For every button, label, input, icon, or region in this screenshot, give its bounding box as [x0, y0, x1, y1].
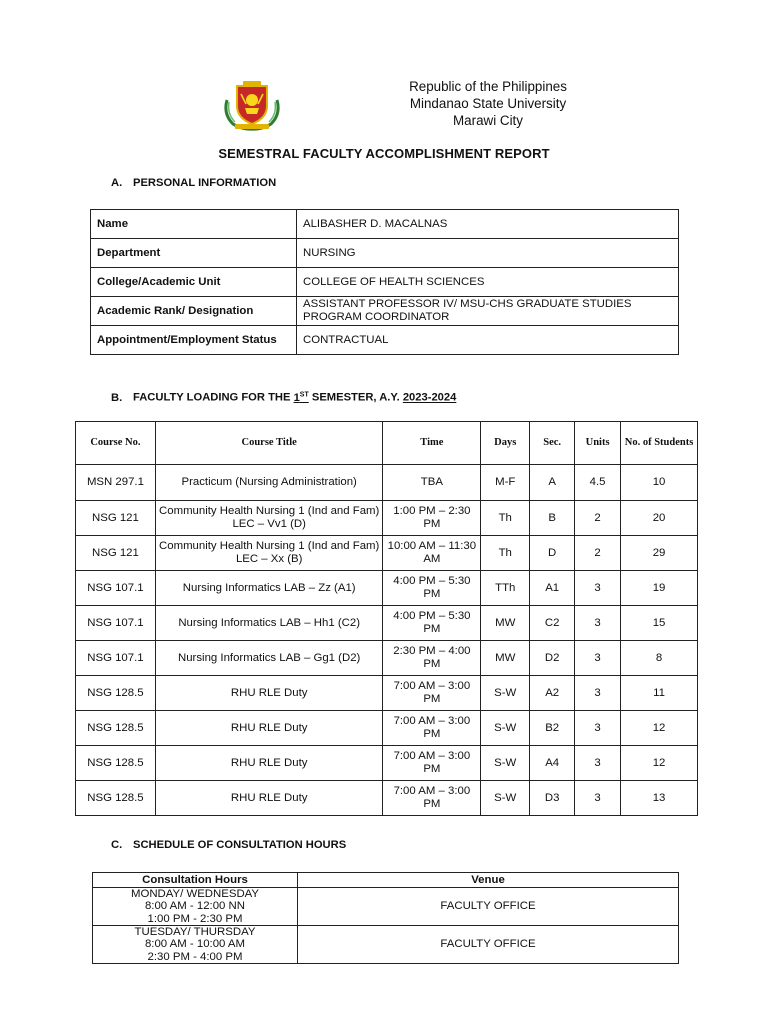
- cell-time: 7:00 AM – 3:00 PM: [383, 711, 481, 746]
- section-b-heading: [111, 391, 456, 404]
- cell-days: MW: [481, 641, 530, 676]
- cell-section: B2: [530, 711, 575, 746]
- cell-course-no: NSG 128.5: [76, 676, 156, 711]
- cell-section: C2: [530, 606, 575, 641]
- section-c-title: SCHEDULE OF CONSULTATION HOURS: [133, 839, 347, 851]
- cell-units: 3: [575, 606, 621, 641]
- section-b-ordinal-suffix: ST: [299, 391, 309, 398]
- personal-information-table: [90, 209, 679, 355]
- cell-time: 7:00 AM – 3:00 PM: [383, 746, 481, 781]
- cell-students: 15: [621, 606, 698, 641]
- personal-row: [91, 297, 679, 326]
- cell-time: 2:30 PM – 4:00 PM: [383, 641, 481, 676]
- cell-section: D2: [530, 641, 575, 676]
- cell-units: 4.5: [575, 465, 621, 501]
- cell-students: 11: [621, 676, 698, 711]
- column-header-venue: Venue: [298, 873, 679, 888]
- consult-time-slot: 2:30 PM - 4:00 PM: [147, 950, 243, 963]
- cell-students: 12: [621, 711, 698, 746]
- cell-time: 7:00 AM – 3:00 PM: [383, 676, 481, 711]
- header-line-country: Republic of the Philippines: [409, 79, 567, 94]
- university-seal-logo: [221, 80, 283, 132]
- consult-time-slot: 8:00 AM - 12:00 NN: [144, 900, 246, 913]
- personal-row: [91, 326, 679, 355]
- cell-units: 3: [575, 641, 621, 676]
- cell-days: M-F: [481, 465, 530, 501]
- consult-row: [93, 888, 679, 926]
- cell-course-no: NSG 107.1: [76, 571, 156, 606]
- table-row: [76, 711, 698, 746]
- loading-header-row: [76, 422, 698, 465]
- table-row: [76, 606, 698, 641]
- cell-students: 19: [621, 571, 698, 606]
- cell-students: 13: [621, 781, 698, 816]
- table-row: [76, 676, 698, 711]
- section-b-title-mid: SEMESTER, A.Y.: [308, 391, 403, 404]
- personal-value: ALIBASHER D. MACALNAS: [297, 210, 679, 239]
- cell-units: 3: [575, 711, 621, 746]
- cell-course-title: Nursing Informatics LAB – Gg1 (D2): [155, 641, 383, 676]
- section-b-label: B.: [111, 391, 123, 404]
- cell-course-no: MSN 297.1: [76, 465, 156, 501]
- personal-key: Academic Rank/ Designation: [91, 297, 297, 326]
- column-header-course-title: Course Title: [155, 422, 383, 465]
- cell-students: 12: [621, 746, 698, 781]
- section-c-label: C.: [111, 839, 123, 851]
- table-row: [76, 641, 698, 676]
- cell-days: TTh: [481, 571, 530, 606]
- cell-course-no: NSG 121: [76, 536, 156, 571]
- cell-time: 4:00 PM – 5:30 PM: [383, 571, 481, 606]
- cell-course-no: NSG 128.5: [76, 711, 156, 746]
- section-a-heading: [111, 177, 276, 189]
- consult-hours-cell: [93, 888, 298, 926]
- personal-row: [91, 210, 679, 239]
- personal-key: College/Academic Unit: [91, 268, 297, 297]
- cell-course-title: RHU RLE Duty: [155, 781, 383, 816]
- column-header-units: Units: [575, 422, 621, 465]
- cell-course-title: RHU RLE Duty: [155, 676, 383, 711]
- table-row: [76, 465, 698, 501]
- consult-time-slot: 1:00 PM - 2:30 PM: [147, 912, 243, 925]
- consult-venue: FACULTY OFFICE: [298, 888, 679, 926]
- header-line-university: Mindanao State University: [409, 96, 567, 111]
- table-row: [76, 501, 698, 536]
- column-header-section: Sec.: [530, 422, 575, 465]
- table-row: [76, 746, 698, 781]
- cell-days: MW: [481, 606, 530, 641]
- cell-course-title: RHU RLE Duty: [155, 711, 383, 746]
- section-b-academic-year: 2023-2024: [402, 391, 457, 404]
- cell-units: 3: [575, 676, 621, 711]
- cell-students: 29: [621, 536, 698, 571]
- cell-units: 2: [575, 501, 621, 536]
- cell-course-title: Nursing Informatics LAB – Hh1 (C2): [155, 606, 383, 641]
- cell-days: S-W: [481, 781, 530, 816]
- cell-course-title: Practicum (Nursing Administration): [155, 465, 383, 501]
- cell-section: D3: [530, 781, 575, 816]
- cell-section: D: [530, 536, 575, 571]
- cell-units: 3: [575, 781, 621, 816]
- cell-days: Th: [481, 536, 530, 571]
- cell-course-no: NSG 107.1: [76, 606, 156, 641]
- cell-units: 3: [575, 571, 621, 606]
- table-row: [76, 536, 698, 571]
- section-a-label: A.: [111, 177, 123, 189]
- section-b-ordinal: [294, 392, 309, 404]
- consult-days: MONDAY/ WEDNESDAY: [130, 888, 260, 901]
- cell-course-title: Community Health Nursing 1 (Ind and Fam) LEC – Xx (B): [155, 536, 383, 571]
- cell-days: S-W: [481, 711, 530, 746]
- table-row: [76, 781, 698, 816]
- cell-days: Th: [481, 501, 530, 536]
- cell-days: S-W: [481, 676, 530, 711]
- cell-course-title: RHU RLE Duty: [155, 746, 383, 781]
- personal-value: NURSING: [297, 239, 679, 268]
- cell-students: 10: [621, 465, 698, 501]
- consult-time-slot: 8:00 AM - 10:00 AM: [144, 938, 246, 951]
- cell-course-no: NSG 107.1: [76, 641, 156, 676]
- section-c-heading: [111, 839, 346, 851]
- cell-students: 8: [621, 641, 698, 676]
- cell-units: 2: [575, 536, 621, 571]
- column-header-students: No. of Students: [621, 422, 698, 465]
- personal-key: Appointment/Employment Status: [91, 326, 297, 355]
- cell-time: TBA: [383, 465, 481, 501]
- cell-section: A2: [530, 676, 575, 711]
- cell-students: 20: [621, 501, 698, 536]
- loading-table-body: [76, 465, 698, 816]
- institution-header: [370, 78, 606, 129]
- table-row: [76, 571, 698, 606]
- cell-course-no: NSG 128.5: [76, 781, 156, 816]
- personal-value: ASSISTANT PROFESSOR IV/ MSU-CHS GRADUATE STUDIES PROGRAM COORDINATOR: [297, 297, 679, 326]
- column-header-consultation-hours: Consultation Hours: [93, 873, 298, 888]
- cell-time: 1:00 PM – 2:30 PM: [383, 501, 481, 536]
- header-line-city: Marawi City: [453, 113, 523, 128]
- cell-time: 4:00 PM – 5:30 PM: [383, 606, 481, 641]
- section-a-title: PERSONAL INFORMATION: [133, 177, 277, 189]
- cell-units: 3: [575, 746, 621, 781]
- cell-days: S-W: [481, 746, 530, 781]
- personal-key: Department: [91, 239, 297, 268]
- column-header-time: Time: [383, 422, 481, 465]
- personal-value: COLLEGE OF HEALTH SCIENCES: [297, 268, 679, 297]
- personal-row: [91, 239, 679, 268]
- personal-row: [91, 268, 679, 297]
- report-title: SEMESTRAL FACULTY ACCOMPLISHMENT REPORT: [218, 146, 550, 161]
- consult-row: [93, 926, 679, 964]
- section-b-title-prefix: FACULTY LOADING FOR THE: [133, 391, 294, 404]
- cell-course-title: Community Health Nursing 1 (Ind and Fam) LEC – Vv1 (D): [155, 501, 383, 536]
- section-b-ordinal-number: 1: [293, 391, 300, 404]
- cell-time: 10:00 AM – 11:30 AM: [383, 536, 481, 571]
- consultation-hours-table: [92, 872, 679, 964]
- faculty-loading-table: [75, 421, 698, 816]
- personal-value: CONTRACTUAL: [297, 326, 679, 355]
- cell-course-no: NSG 121: [76, 501, 156, 536]
- column-header-days: Days: [481, 422, 530, 465]
- cell-section: A4: [530, 746, 575, 781]
- cell-section: A1: [530, 571, 575, 606]
- cell-section: A: [530, 465, 575, 501]
- consult-venue: FACULTY OFFICE: [298, 926, 679, 964]
- consult-header-row: [93, 873, 679, 888]
- cell-course-no: NSG 128.5: [76, 746, 156, 781]
- cell-section: B: [530, 501, 575, 536]
- column-header-course-no: Course No.: [76, 422, 156, 465]
- consult-hours-cell: [93, 926, 298, 964]
- cell-course-title: Nursing Informatics LAB – Zz (A1): [155, 571, 383, 606]
- personal-key: Name: [91, 210, 297, 239]
- cell-time: 7:00 AM – 3:00 PM: [383, 781, 481, 816]
- consult-days: TUESDAY/ THURSDAY: [134, 926, 256, 939]
